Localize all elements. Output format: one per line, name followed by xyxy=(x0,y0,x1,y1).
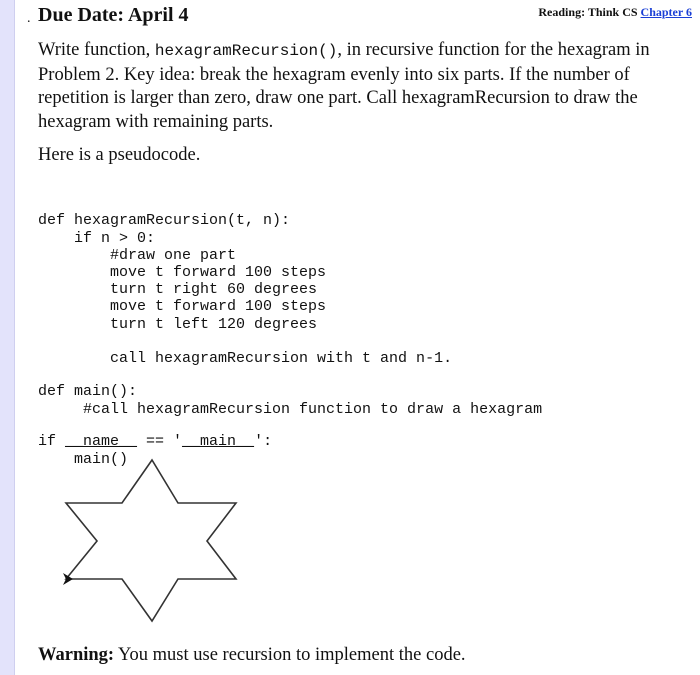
code-line: turn t right 60 degrees xyxy=(38,281,318,299)
chapter-link[interactable]: Chapter 6 xyxy=(640,5,692,19)
code-line: #draw one part xyxy=(38,246,237,264)
intro-text-1: Write function, xyxy=(38,40,155,60)
code-line: turn t left 120 degrees xyxy=(38,315,318,333)
code-token-if: if xyxy=(38,433,66,451)
code-line: if n > 0: xyxy=(38,229,156,247)
due-date-heading: Due Date: April 4 xyxy=(38,4,189,26)
hexagram-star-outline xyxy=(66,460,236,621)
left-margin-band xyxy=(0,0,14,675)
code-token-main: __main__ xyxy=(182,433,255,451)
pseudocode-label: Here is a pseudocode. xyxy=(38,145,201,165)
code-token-equals: == ' xyxy=(137,433,183,451)
assignment-description xyxy=(38,39,678,134)
code-token-suffix: ': xyxy=(254,433,273,451)
turtle-arrow-icon xyxy=(63,573,73,585)
code-line: def hexagramRecursion(t, n): xyxy=(38,212,291,230)
function-name-code: hexagramRecursion() xyxy=(154,42,338,60)
hexagram-figure xyxy=(60,455,250,625)
code-line: main() xyxy=(38,450,129,468)
code-line: #call hexagramRecursion function to draw a hexagram xyxy=(38,400,543,418)
warning-label: Warning: xyxy=(38,645,115,665)
code-line: move t forward 100 steps xyxy=(38,298,327,316)
left-margin-line xyxy=(14,0,15,675)
reading-reference xyxy=(538,5,692,20)
intro-text-2: , in recursive function for the hexagram in Problem 2. Key idea: break the hexagram evenly into six parts. If the number of repetition is larger than zero, draw one part. Call hexagramRecursion to draw the hexagram with remaining parts. xyxy=(38,40,650,132)
code-line: call hexagramRecursion with t and n-1. xyxy=(38,349,453,367)
code-token-name: __name__ xyxy=(65,433,138,451)
reading-label: Reading: Think CS xyxy=(538,5,638,19)
code-line xyxy=(38,333,452,350)
warning-text: You must use recursion to implement the code. xyxy=(114,645,466,665)
code-line: move t forward 100 steps xyxy=(38,263,327,281)
code-line: def main(): xyxy=(38,383,138,401)
warning-note xyxy=(38,645,466,666)
bullet-mark: . xyxy=(27,11,31,26)
code-line-if-main xyxy=(38,433,272,450)
